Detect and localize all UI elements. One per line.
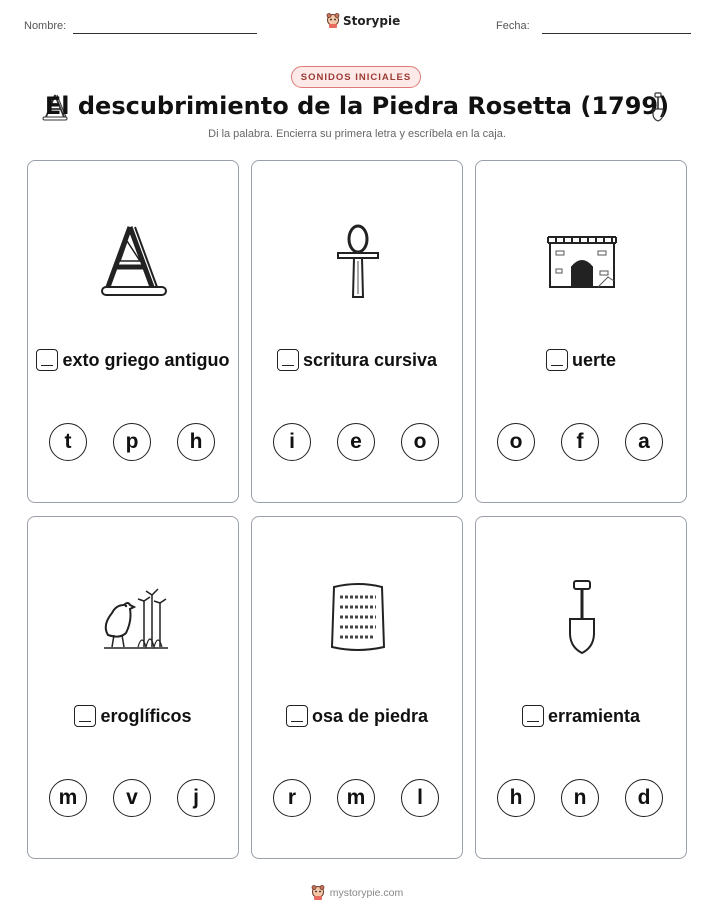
word-prompt — [476, 705, 686, 727]
greek-letter-alpha-icon — [94, 221, 174, 301]
word-card — [251, 160, 463, 503]
date-label: Fecha: — [496, 20, 530, 32]
letter-choice[interactable]: m — [337, 779, 375, 817]
word-rest: scritura cursiva — [302, 349, 438, 370]
word-card — [475, 160, 687, 503]
page-title: El descubrimiento de la Piedra Rosetta (1799) — [44, 92, 670, 120]
shovel-icon — [542, 577, 622, 657]
word-rest: eroglíficos — [100, 705, 192, 726]
word-card — [251, 516, 463, 859]
letter-choice[interactable]: m — [49, 779, 87, 817]
letter-choice[interactable]: i — [273, 423, 311, 461]
hieroglyph-bird-papyrus-icon — [94, 577, 174, 657]
storypie-mascot-icon — [311, 885, 325, 901]
word-prompt — [252, 705, 462, 727]
letter-box[interactable] — [286, 705, 308, 727]
word-rest: erramienta — [547, 705, 641, 726]
word-prompt — [476, 349, 686, 371]
letter-choice[interactable]: e — [337, 423, 375, 461]
letter-choice[interactable]: a — [625, 423, 663, 461]
letter-choice[interactable]: o — [401, 423, 439, 461]
name-line[interactable] — [73, 33, 257, 34]
letter-choice[interactable]: l — [401, 779, 439, 817]
name-label: Nombre: — [24, 20, 67, 32]
shovel-icon — [648, 92, 668, 122]
brand-logo — [326, 13, 400, 29]
letter-box[interactable] — [522, 705, 544, 727]
instructions: Di la palabra. Encierra su primera letra y escríbela en la caja. — [208, 128, 506, 140]
word-prompt — [28, 349, 238, 371]
storypie-mascot-icon — [326, 13, 340, 29]
word-rest: exto griego antiguo — [62, 349, 230, 370]
date-line[interactable] — [542, 33, 691, 34]
word-prompt — [252, 349, 462, 371]
letter-choice[interactable]: t — [49, 423, 87, 461]
word-prompt — [28, 705, 238, 727]
letter-choice[interactable]: j — [177, 779, 215, 817]
footer — [0, 885, 714, 901]
fortress-icon — [542, 221, 622, 301]
word-rest: osa de piedra — [311, 705, 429, 726]
section-badge: SONIDOS INICIALES — [291, 66, 421, 88]
letter-choice[interactable]: f — [561, 423, 599, 461]
letter-choice[interactable]: n — [561, 779, 599, 817]
word-rest: uerte — [571, 349, 616, 370]
letter-box[interactable] — [74, 705, 96, 727]
letter-box[interactable] — [546, 349, 568, 371]
letter-choice[interactable]: v — [113, 779, 151, 817]
stone-tablet-icon — [318, 577, 398, 657]
letter-choice[interactable]: h — [177, 423, 215, 461]
brand-name: Storypie — [343, 14, 401, 28]
letter-choice[interactable]: o — [497, 423, 535, 461]
letter-choice[interactable]: r — [273, 779, 311, 817]
ankh-icon — [318, 221, 398, 301]
letter-choice[interactable]: h — [497, 779, 535, 817]
letter-box[interactable] — [277, 349, 299, 371]
letter-choice[interactable]: p — [113, 423, 151, 461]
footer-site[interactable]: mystorypie.com — [329, 887, 404, 899]
word-card — [27, 160, 239, 503]
letter-choice[interactable]: d — [625, 779, 663, 817]
word-card — [27, 516, 239, 859]
letter-box[interactable] — [36, 349, 58, 371]
word-card — [475, 516, 687, 859]
